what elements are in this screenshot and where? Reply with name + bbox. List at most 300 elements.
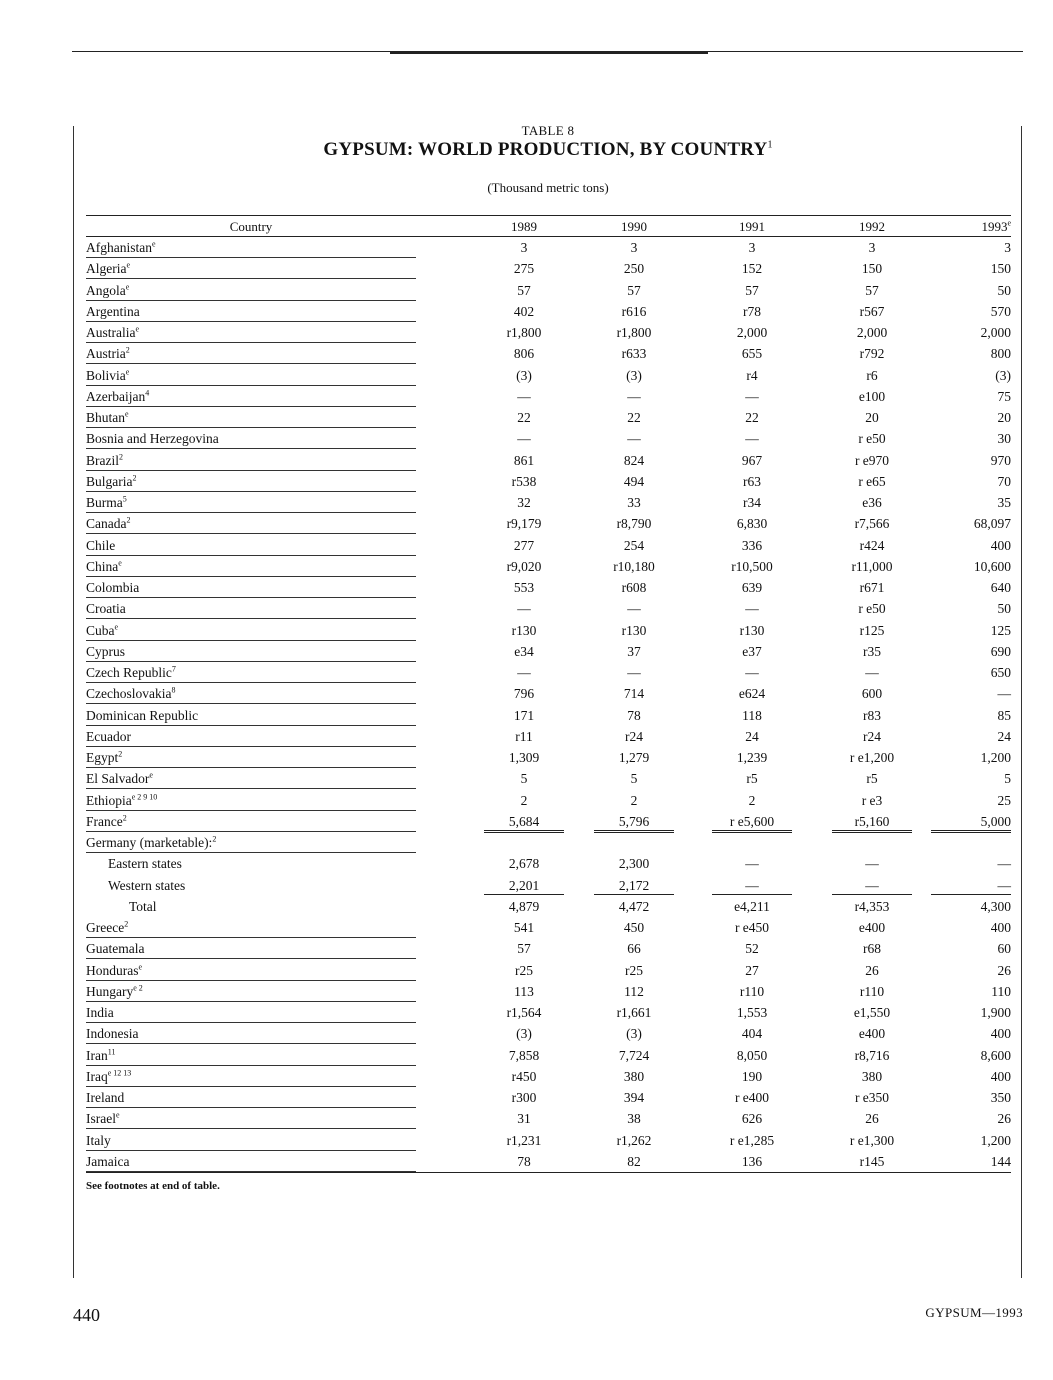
table-row xyxy=(86,683,1011,704)
value-cell: r616 xyxy=(621,303,647,319)
country-name: India xyxy=(86,1005,416,1021)
value-cell: 25 xyxy=(997,792,1011,808)
country-name: Algeria$^e$ xyxy=(86,261,416,277)
country-name: Western states xyxy=(108,877,186,893)
value-cell: 400 xyxy=(990,1026,1011,1042)
value-cell: 8,600 xyxy=(980,1047,1011,1063)
year-header: 1992 xyxy=(859,219,885,234)
value-cell: r1,262 xyxy=(616,1132,652,1148)
value-cell: 112 xyxy=(624,983,644,999)
value-cell: 27 xyxy=(745,962,759,978)
value-cell: r9,179 xyxy=(506,516,542,532)
value-cell: 125 xyxy=(990,622,1011,638)
value-cell: r e1,285 xyxy=(729,1132,775,1148)
value-cell: r e65 xyxy=(858,473,886,489)
value-cell: 4,472 xyxy=(618,898,650,914)
value-cell: r e50 xyxy=(858,431,886,447)
table-bottom-rule xyxy=(86,1172,1011,1173)
value-cell: — xyxy=(865,665,879,680)
value-cell: 800 xyxy=(990,346,1011,362)
country-name: Bolivia$^e$ xyxy=(86,368,416,384)
top-rule-accent xyxy=(390,52,708,54)
country-name: Cuba$^e$ xyxy=(86,623,416,639)
value-cell: e400 xyxy=(858,920,886,935)
table-row xyxy=(86,875,1011,896)
country-name: Israel$^e$ xyxy=(86,1111,416,1127)
value-cell: 254 xyxy=(623,537,645,553)
value-cell: 144 xyxy=(990,1153,1011,1169)
table-row xyxy=(86,322,1011,343)
table-row xyxy=(86,917,1011,938)
value-cell: 4,879 xyxy=(508,898,540,914)
table-row xyxy=(86,662,1011,683)
value-cell: 1,279 xyxy=(618,750,650,765)
country-name: Egypt$^2$ xyxy=(86,750,416,766)
value-cell: r63 xyxy=(743,473,761,489)
value-cell: r1,661 xyxy=(616,1005,652,1020)
value-cell: 136 xyxy=(741,1153,763,1169)
value-cell: e624 xyxy=(738,686,766,702)
value-cell: 4,300 xyxy=(980,898,1011,914)
value-cell: — xyxy=(517,431,531,447)
value-cell: (3) xyxy=(626,367,642,383)
value-cell: 57 xyxy=(627,282,641,298)
value-cell: — xyxy=(865,856,879,872)
value-cell: — xyxy=(931,878,1011,895)
value-cell: 806 xyxy=(513,346,535,362)
value-cell: 24 xyxy=(997,728,1011,744)
table-row xyxy=(86,365,1011,386)
table-row xyxy=(86,237,1011,258)
country-name: Czechoslovakia$^8$ xyxy=(86,686,416,702)
country-name: El Salvador$^e$ xyxy=(86,771,416,787)
value-cell: 85 xyxy=(997,707,1011,723)
country-name: Angola$^e$ xyxy=(86,283,416,299)
value-cell: — xyxy=(745,856,759,872)
value-cell: r4,353 xyxy=(854,898,890,914)
table-row xyxy=(86,768,1011,789)
value-cell: 277 xyxy=(513,537,535,553)
year-header: 1993e xyxy=(981,218,1011,234)
value-cell: r1,564 xyxy=(506,1005,542,1020)
value-cell: 350 xyxy=(990,1090,1011,1105)
value-cell: 38 xyxy=(627,1111,641,1127)
value-cell: — xyxy=(832,878,912,895)
value-cell: 2,000 xyxy=(980,325,1011,340)
country-name: Brazil$^2$ xyxy=(86,453,416,469)
value-cell: 1,200 xyxy=(980,1132,1011,1148)
year-header: 1989 xyxy=(511,219,537,234)
value-cell: 2,678 xyxy=(508,856,540,872)
value-cell: r e970 xyxy=(854,452,890,468)
value-cell: r110 xyxy=(739,983,765,999)
value-cell: — xyxy=(745,665,759,680)
table-row xyxy=(86,981,1011,1002)
value-cell: 650 xyxy=(990,665,1011,680)
table-row xyxy=(86,428,1011,449)
value-cell: 2 xyxy=(520,792,528,808)
value-cell: 57 xyxy=(517,282,531,298)
value-cell: 10,600 xyxy=(973,558,1011,574)
country-name: Indonesia xyxy=(86,1026,416,1042)
value-cell: — xyxy=(627,431,641,447)
value-cell: 6,830 xyxy=(736,516,768,532)
table-row xyxy=(86,556,1011,577)
value-cell: 553 xyxy=(513,580,535,595)
table-row xyxy=(86,492,1011,513)
value-cell: (3) xyxy=(516,367,532,383)
value-cell: 20 xyxy=(997,410,1011,425)
value-cell: — xyxy=(517,601,531,617)
table-row xyxy=(86,386,1011,407)
value-cell: 3 xyxy=(630,240,638,255)
value-cell: 626 xyxy=(741,1111,763,1127)
value-cell: r671 xyxy=(859,580,885,595)
value-cell: 5,000 xyxy=(931,814,1011,833)
table-row xyxy=(86,450,1011,471)
value-cell: — xyxy=(997,856,1011,872)
year-header: 1991 xyxy=(739,219,765,234)
table-row xyxy=(86,960,1011,981)
table-row xyxy=(86,280,1011,301)
value-cell: r25 xyxy=(625,962,643,978)
country-name: Iraq$^{e 12 13}$ xyxy=(86,1069,416,1085)
value-cell: 2,201 xyxy=(484,878,564,895)
value-cell: r e350 xyxy=(854,1090,890,1105)
country-name: Greece$^2$ xyxy=(86,920,416,936)
value-cell: 404 xyxy=(741,1026,763,1042)
value-cell: (3) xyxy=(626,1026,642,1042)
value-cell: r8,716 xyxy=(854,1047,890,1063)
value-cell: 50 xyxy=(997,601,1011,617)
value-cell: 394 xyxy=(623,1090,645,1105)
table-row xyxy=(86,790,1011,811)
value-cell: 2 xyxy=(748,792,756,808)
value-cell: 35 xyxy=(997,495,1011,510)
country-name: Burma$^5$ xyxy=(86,495,416,511)
value-cell: r145 xyxy=(859,1153,885,1169)
value-cell: 20 xyxy=(865,410,879,425)
value-cell: r34 xyxy=(743,495,761,510)
value-cell: — xyxy=(745,388,759,404)
value-cell: r300 xyxy=(511,1090,537,1105)
value-cell: 190 xyxy=(741,1068,763,1084)
country-name: Azerbaijan$^4$ xyxy=(86,389,416,405)
value-cell: 541 xyxy=(513,920,535,935)
value-cell: (3) xyxy=(995,367,1011,383)
value-cell: r10,500 xyxy=(731,558,773,574)
country-name: Ecuador xyxy=(86,729,416,745)
value-cell: 50 xyxy=(997,282,1011,298)
value-cell: 171 xyxy=(513,707,535,723)
value-cell: r9,020 xyxy=(506,558,542,574)
value-cell: r24 xyxy=(625,728,643,744)
country-name: Eastern states xyxy=(108,856,182,872)
value-cell: 22 xyxy=(627,410,641,425)
value-cell: r8,790 xyxy=(616,516,652,532)
value-cell: 30 xyxy=(997,431,1011,447)
value-cell: 1,239 xyxy=(736,750,768,765)
country-name: Ireland xyxy=(86,1090,416,1106)
value-cell: 66 xyxy=(627,941,641,957)
table-row xyxy=(86,726,1011,747)
value-cell: r4 xyxy=(746,367,758,383)
value-cell: r6 xyxy=(866,367,878,383)
table-row xyxy=(86,853,1011,874)
country-name: Austria$^2$ xyxy=(86,346,416,362)
value-cell: 3 xyxy=(520,240,528,255)
value-cell: 5,796 xyxy=(594,814,674,833)
value-cell: r792 xyxy=(859,346,885,362)
value-cell: r450 xyxy=(511,1068,537,1084)
value-cell: 110 xyxy=(991,983,1011,999)
value-cell: 152 xyxy=(741,261,763,277)
table-row xyxy=(86,1151,1011,1172)
value-cell: 600 xyxy=(861,686,883,702)
value-cell: r5 xyxy=(746,771,758,787)
value-cell: r e450 xyxy=(734,920,770,935)
value-cell: — xyxy=(517,665,531,680)
value-cell: 336 xyxy=(741,537,763,553)
table-body xyxy=(86,237,1011,1172)
value-cell: — xyxy=(627,601,641,617)
table-row xyxy=(86,896,1011,917)
value-cell: r24 xyxy=(863,728,881,744)
table-row xyxy=(86,1023,1011,1044)
value-cell: r125 xyxy=(859,622,885,638)
country-name: Chile xyxy=(86,538,416,554)
left-margin-line xyxy=(73,126,74,1278)
country-name: Dominican Republic xyxy=(86,708,416,724)
value-cell: 3 xyxy=(748,240,756,255)
value-cell: 7,858 xyxy=(508,1047,540,1063)
value-cell: 22 xyxy=(745,410,759,425)
table-row xyxy=(86,301,1011,322)
value-cell: — xyxy=(745,601,759,617)
value-cell: r68 xyxy=(863,941,881,957)
value-cell: 5 xyxy=(520,771,528,787)
value-cell: r608 xyxy=(621,580,647,595)
value-cell: r25 xyxy=(515,962,533,978)
value-cell: 78 xyxy=(627,707,641,723)
value-cell: 450 xyxy=(623,920,645,935)
value-cell: r130 xyxy=(511,622,537,638)
value-cell: r633 xyxy=(621,346,647,362)
value-cell: 5 xyxy=(630,771,638,787)
value-cell: r e3 xyxy=(861,792,883,808)
value-cell: r10,180 xyxy=(613,558,655,574)
value-cell: 824 xyxy=(623,452,645,468)
country-name: Australia$^e$ xyxy=(86,325,416,341)
value-cell: r130 xyxy=(621,622,647,638)
value-cell: r e5,600 xyxy=(712,814,792,833)
value-cell: 2,000 xyxy=(856,325,888,340)
table-row xyxy=(86,1108,1011,1129)
country-name: Ethiopia$^{e 2 9 10}$ xyxy=(86,793,416,809)
table-row xyxy=(86,705,1011,726)
value-cell: 26 xyxy=(997,1111,1011,1127)
country-name: Jamaica xyxy=(86,1154,416,1170)
country-name: Bulgaria$^2$ xyxy=(86,474,416,490)
value-cell: 75 xyxy=(997,388,1011,404)
table-row xyxy=(86,832,1011,853)
country-name: Italy xyxy=(86,1133,416,1149)
right-margin-line xyxy=(1021,126,1022,1278)
value-cell: 68,097 xyxy=(973,516,1011,532)
table-row xyxy=(86,258,1011,279)
table-row xyxy=(86,535,1011,556)
value-cell: 60 xyxy=(997,941,1011,957)
table-row xyxy=(86,513,1011,534)
value-cell: 7,724 xyxy=(618,1047,650,1063)
value-cell: 494 xyxy=(623,473,645,489)
running-footer: GYPSUM—1993 xyxy=(925,1305,1023,1320)
value-cell: 402 xyxy=(513,303,535,319)
table-row xyxy=(86,938,1011,959)
table-row xyxy=(86,577,1011,598)
value-cell: r1,800 xyxy=(506,325,542,340)
country-name: Bosnia and Herzegovina xyxy=(86,431,416,447)
table-row xyxy=(86,1087,1011,1108)
value-cell: 5,684 xyxy=(484,814,564,833)
value-cell: 32 xyxy=(517,495,531,510)
value-cell: e1,550 xyxy=(853,1005,891,1020)
country-name: Argentina xyxy=(86,304,416,320)
value-cell: — xyxy=(627,388,641,404)
value-cell: — xyxy=(997,686,1011,702)
value-cell: 570 xyxy=(990,303,1011,319)
country-name: Bhutan$^e$ xyxy=(86,410,416,426)
value-cell: 714 xyxy=(623,686,645,702)
value-cell: 52 xyxy=(745,941,759,957)
value-cell: 22 xyxy=(517,410,531,425)
value-cell: 2,300 xyxy=(618,856,650,872)
table-header xyxy=(86,215,1011,237)
value-cell: r110 xyxy=(859,983,885,999)
value-cell: r35 xyxy=(863,643,881,659)
value-cell: r83 xyxy=(863,707,881,723)
value-cell: — xyxy=(745,431,759,447)
value-cell: 655 xyxy=(741,346,763,362)
production-table xyxy=(86,215,1011,1173)
value-cell: 1,553 xyxy=(736,1005,768,1020)
table-row xyxy=(86,620,1011,641)
value-cell: 2 xyxy=(630,792,638,808)
value-cell: 1,309 xyxy=(508,750,540,765)
value-cell: 113 xyxy=(514,983,534,999)
value-cell: 26 xyxy=(997,962,1011,978)
value-cell: 31 xyxy=(517,1111,531,1127)
value-cell: e100 xyxy=(858,388,886,404)
value-cell: 57 xyxy=(745,282,759,298)
table-row xyxy=(86,598,1011,619)
year-header: 1990 xyxy=(621,219,647,234)
value-cell: r538 xyxy=(511,473,537,489)
value-cell: e36 xyxy=(862,495,882,510)
value-cell: 640 xyxy=(990,580,1011,595)
table-title: GYPSUM: WORLD PRODUCTION, BY COUNTRY$^1$ xyxy=(323,139,773,160)
value-cell: 400 xyxy=(990,537,1011,553)
country-name: China$^e$ xyxy=(86,559,416,575)
value-cell: 796 xyxy=(513,686,535,702)
value-cell: — xyxy=(627,665,641,680)
value-cell: 82 xyxy=(627,1153,641,1169)
value-cell: (3) xyxy=(516,1026,532,1042)
value-cell: r7,566 xyxy=(854,516,890,532)
value-cell: 5 xyxy=(1004,771,1011,787)
value-cell: 967 xyxy=(741,452,763,468)
table-row xyxy=(86,407,1011,428)
value-cell: 3 xyxy=(868,240,876,255)
value-cell: 380 xyxy=(861,1068,883,1084)
country-name: Germany (marketable):$^2$ xyxy=(86,835,416,851)
value-cell: r1,231 xyxy=(506,1132,542,1148)
value-cell: 70 xyxy=(997,473,1011,489)
value-cell: — xyxy=(517,388,531,404)
country-name: Total xyxy=(129,898,157,914)
page-number: 440 xyxy=(73,1305,100,1325)
value-cell: 970 xyxy=(990,452,1011,468)
table-row xyxy=(86,747,1011,768)
value-cell: e4,211 xyxy=(734,898,770,914)
table-row xyxy=(86,471,1011,492)
value-cell: 150 xyxy=(861,261,883,277)
country-name: Afghanistan$^e$ xyxy=(86,240,416,256)
value-cell: 57 xyxy=(865,282,879,298)
value-cell: r567 xyxy=(859,303,885,319)
table-label: TABLE 8 xyxy=(521,123,575,138)
country-name: Czech Republic$^7$ xyxy=(86,665,416,681)
footnote-reference: See footnotes at end of table. xyxy=(86,1180,220,1192)
value-cell: 380 xyxy=(623,1068,645,1084)
country-name: Guatemala xyxy=(86,941,416,957)
country-name: Croatia xyxy=(86,601,416,617)
value-cell: 57 xyxy=(517,941,531,957)
value-cell: 275 xyxy=(513,261,535,277)
value-cell: 1,200 xyxy=(980,750,1011,765)
table-row xyxy=(86,1002,1011,1023)
value-cell: 400 xyxy=(990,1068,1011,1084)
value-cell: r e50 xyxy=(858,601,886,617)
table-row xyxy=(86,641,1011,662)
value-cell: r e1,300 xyxy=(849,1132,895,1148)
value-cell: r1,800 xyxy=(616,325,652,340)
country-name: Colombia xyxy=(86,580,416,596)
value-cell: 150 xyxy=(990,261,1011,277)
value-cell: 1,900 xyxy=(980,1005,1011,1020)
table-row xyxy=(86,1045,1011,1066)
value-cell: r424 xyxy=(859,537,885,553)
country-name: France$^2$ xyxy=(86,814,416,830)
table-row xyxy=(86,811,1011,832)
country-column-header: Country xyxy=(229,219,273,234)
value-cell: e400 xyxy=(858,1026,886,1042)
value-cell: 250 xyxy=(623,261,645,277)
value-cell: 8,050 xyxy=(736,1047,768,1063)
table-row xyxy=(86,343,1011,364)
country-name: Honduras$^e$ xyxy=(86,963,416,979)
value-cell: r5 xyxy=(866,771,878,787)
table-row xyxy=(86,1066,1011,1087)
value-cell: 2,172 xyxy=(594,878,674,895)
value-cell: 26 xyxy=(865,1111,879,1127)
value-cell: e34 xyxy=(514,643,534,659)
country-name: Canada$^2$ xyxy=(86,516,416,532)
value-cell: 24 xyxy=(745,728,759,744)
table-units: (Thousand metric tons) xyxy=(487,180,609,195)
value-cell: e37 xyxy=(742,643,762,659)
value-cell: r e1,200 xyxy=(849,750,895,765)
